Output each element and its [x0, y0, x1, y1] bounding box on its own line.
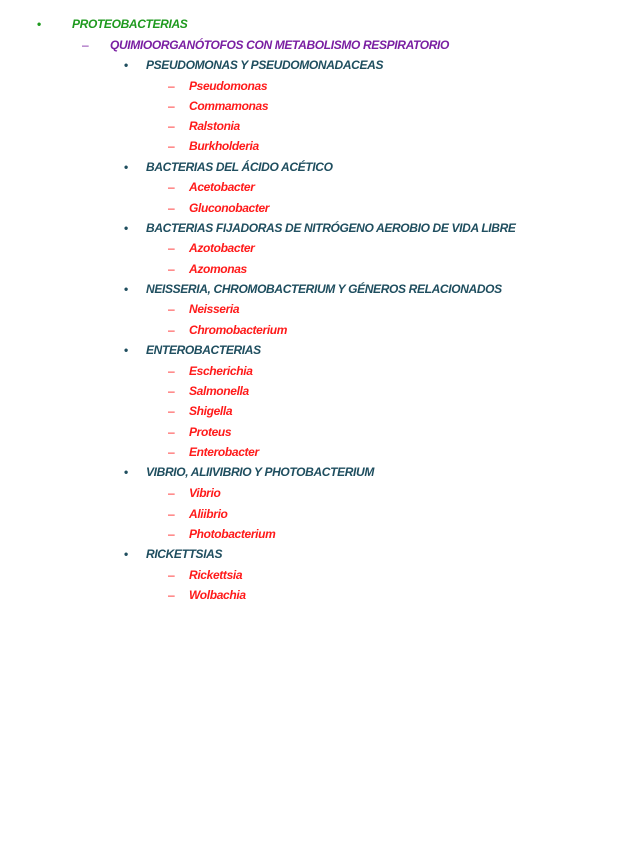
dash: – — [168, 99, 175, 113]
group-title: NEISSERIA, CHROMOBACTERIUM Y GÉNEROS RELACIONADOS — [146, 282, 502, 296]
dash: – — [168, 588, 175, 602]
dash: – — [168, 119, 175, 133]
dash: – — [168, 262, 175, 276]
genus-name: Commamonas — [189, 99, 269, 113]
genus-name: Azomonas — [189, 262, 247, 276]
group-title: BACTERIAS DEL ÁCIDO ACÉTICO — [146, 160, 333, 174]
dash: – — [168, 180, 175, 194]
dash: – — [168, 79, 175, 93]
dash: – — [168, 364, 175, 378]
dash: – — [82, 38, 89, 52]
dash: – — [168, 445, 175, 459]
dash: – — [168, 384, 175, 398]
dash: – — [168, 507, 175, 521]
phylum-title: PROTEOBACTERIAS — [72, 17, 188, 31]
dash: – — [168, 201, 175, 215]
genus-name: Aliibrio — [189, 507, 228, 521]
genus-name: Gluconobacter — [189, 201, 270, 215]
bullet: • — [37, 17, 41, 31]
genus-name: Neisseria — [189, 302, 240, 316]
genus-name: Rickettsia — [189, 568, 243, 582]
dash: – — [168, 404, 175, 418]
genus-name: Salmonella — [189, 384, 249, 398]
dash: – — [168, 527, 175, 541]
bullet: • — [124, 343, 128, 357]
group-title: ENTEROBACTERIAS — [146, 343, 261, 357]
dash: – — [168, 486, 175, 500]
genus-name: Escherichia — [189, 364, 253, 378]
subgroup-title: QUIMIOORGANÓTOFOS CON METABOLISMO RESPIRATORIO — [110, 38, 450, 52]
dash: – — [168, 139, 175, 153]
genus-name: Pseudomonas — [189, 79, 268, 93]
bullet: • — [124, 465, 128, 479]
bullet: • — [124, 547, 128, 561]
genus-name: Proteus — [189, 425, 232, 439]
genus-name: Acetobacter — [189, 180, 255, 194]
dash: – — [168, 241, 175, 255]
dash: – — [168, 425, 175, 439]
bullet: • — [124, 282, 128, 296]
dash: – — [168, 302, 175, 316]
genus-name: Photobacterium — [189, 527, 276, 541]
dash: – — [168, 568, 175, 582]
bullet: • — [124, 160, 128, 174]
genus-name: Shigella — [189, 404, 233, 418]
genus-name: Wolbachia — [189, 588, 246, 602]
bullet: • — [124, 58, 128, 72]
group-title: BACTERIAS FIJADORAS DE NITRÓGENO AEROBIO DE VIDA LIBRE — [146, 221, 516, 235]
genus-name: Chromobacterium — [189, 323, 288, 337]
genus-name: Ralstonia — [189, 119, 240, 133]
genus-name: Burkholderia — [189, 139, 259, 153]
group-title: VIBRIO, ALIIVIBRIO Y PHOTOBACTERIUM — [146, 465, 374, 479]
bullet: • — [124, 221, 128, 235]
group-title: RICKETTSIAS — [146, 547, 223, 561]
genus-name: Vibrio — [189, 486, 221, 500]
group-title: PSEUDOMONAS Y PSEUDOMONADACEAS — [146, 58, 384, 72]
dash: – — [168, 323, 175, 337]
genus-name: Azotobacter — [189, 241, 255, 255]
genus-name: Enterobacter — [189, 445, 259, 459]
